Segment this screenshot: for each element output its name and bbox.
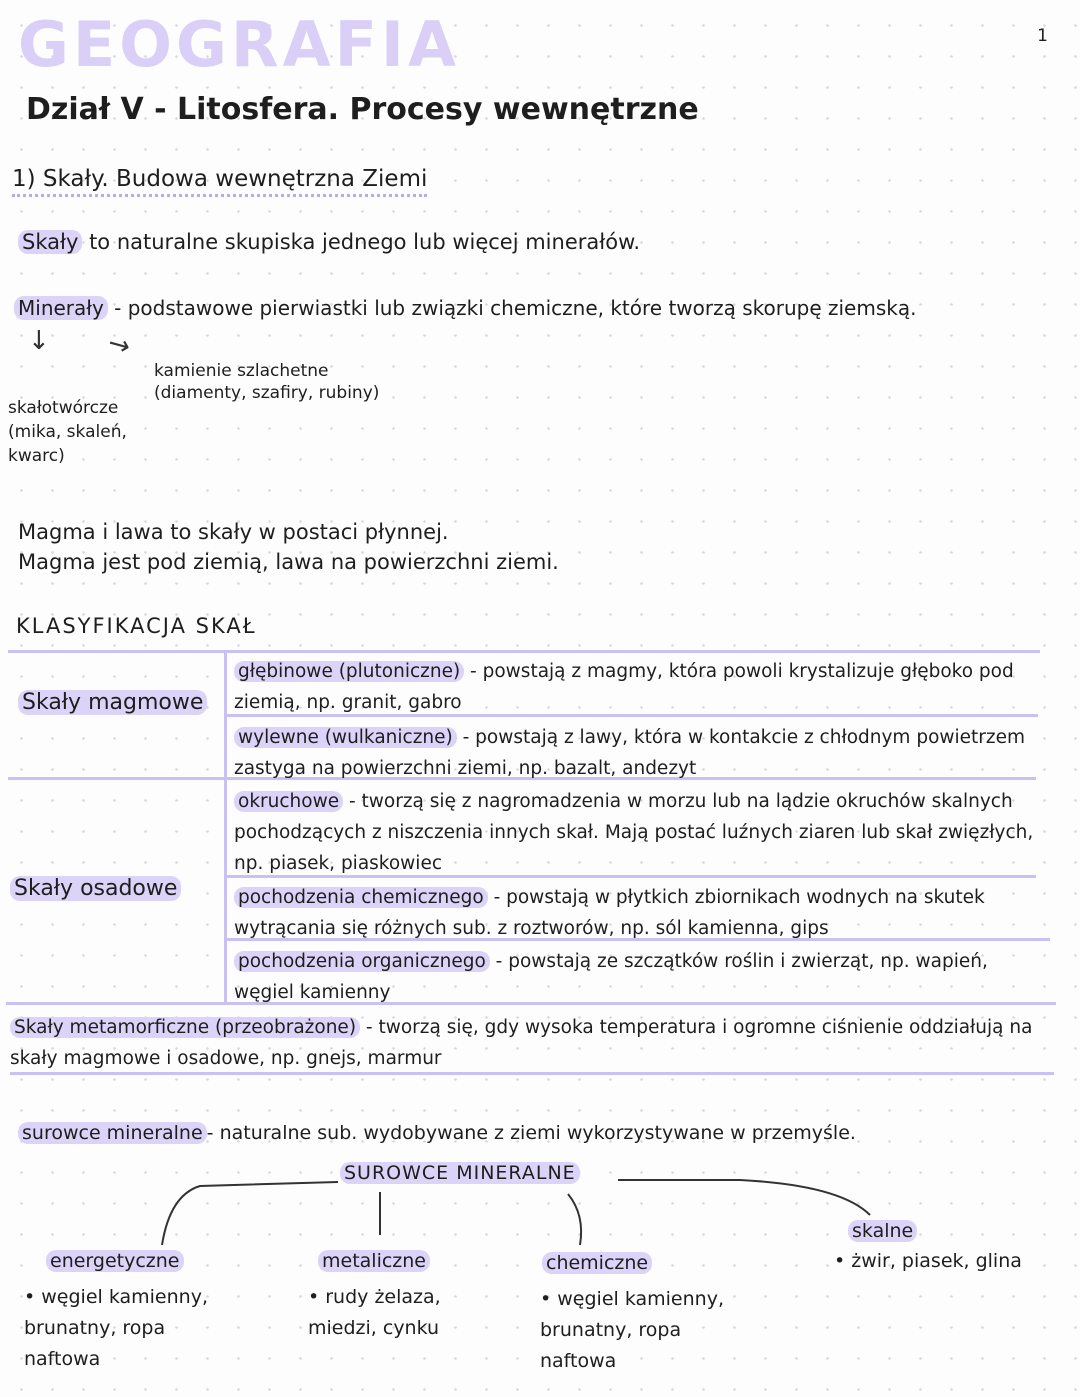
category-label: metaliczne (318, 1250, 430, 1272)
category-chemiczne (542, 1252, 652, 1274)
branch-left-title: skałotwórcze (8, 398, 119, 418)
row-text: - powstają ze szczątków roślin i zwierząt, np. wapień, węgiel kamienny (234, 951, 988, 1003)
surowce-def-text: - naturalne sub. wydobywane z ziemi wykorzystywane w przemyśle. (206, 1122, 856, 1144)
arrow-energetyczne-icon (162, 1182, 338, 1245)
mineraly-term: Minerały (14, 296, 108, 320)
row-term: głębinowe (plutoniczne) (234, 661, 464, 682)
row-term: wylewne (wulkaniczne) (234, 727, 457, 748)
row-text: - tworzą się, gdy wysoka temperatura i ogromne ciśnienie oddziałują na skały magmowe i osadowe, np. gnejs, marmur (10, 1017, 1033, 1069)
examples-text: rudy żelaza, miedzi, cynku (308, 1286, 441, 1339)
surowce-root-text: SUROWCE MINERALNE (340, 1162, 580, 1184)
category-examples: • węgiel kamienny, brunatny, ropa naftowa (24, 1286, 208, 1370)
classification-title: KLASYFIKACJA SKAŁ (16, 614, 257, 638)
row-text: - tworzą się z nagromadzenia w morzu lub na lądzie okruchów skalnych pochodzących z niszczenia innych skał. Mają postać luźnych ziaren lub skał zwięzłych, np. piasek, piaskowiec (234, 791, 1034, 874)
osadowe-label-text: Skały osadowe (10, 876, 181, 901)
branch-left-examples: (mika, skaleń, kwarc) (8, 422, 127, 466)
row-term: Skały metamorficzne (przeobrażone) (10, 1017, 360, 1038)
category-skalne (848, 1220, 917, 1242)
branch-right-examples: (diamenty, szafiry, rubiny) (154, 383, 380, 403)
row-term: pochodzenia chemicznego (234, 887, 488, 908)
examples-text: węgiel kamienny, brunatny, ropa naftowa (24, 1286, 208, 1370)
row-text: - powstają w płytkich zbiornikach wodnych na skutek wytrącania się różnych sub. z roztworów, np. sól kamienna, gips (234, 887, 985, 939)
category-label: chemiczne (542, 1252, 652, 1274)
arrow-right-icon: ↘ (101, 326, 136, 364)
row-text: - powstają z magmy, która powoli krystalizuje głęboko pod ziemią, np. granit, gabro (234, 661, 1014, 713)
category-examples: • rudy żelaza, miedzi, cynku (308, 1286, 441, 1339)
section-heading: 1) Skały. Budowa wewnętrzna Ziemi (12, 166, 427, 197)
row-term: pochodzenia organicznego (234, 951, 490, 972)
skaly-term: Skały (18, 230, 82, 254)
arrow-chemiczne-icon (568, 1194, 581, 1245)
examples-text: węgiel kamienny, brunatny, ropa naftowa (540, 1288, 724, 1372)
page-title: GEOGRAFIA (18, 8, 460, 81)
magmowe-label-text: Skały magmowe (18, 690, 207, 715)
skaly-def-text: to naturalne skupiska jednego lub więcej minerałów. (89, 230, 640, 254)
chapter-heading: Dział V - Litosfera. Procesy wewnętrzne (26, 92, 699, 127)
row-text: - powstają z lawy, która w kontakcie z chłodnym powietrzem zastyga na powierzchni ziemi, np. bazalt, andezyt (234, 727, 1026, 779)
magma-line-2: Magma jest pod ziemią, lawa na powierzchni ziemi. (18, 550, 559, 574)
category-label: energetyczne (46, 1250, 184, 1272)
category-metaliczne (318, 1250, 430, 1272)
row-term: okruchowe (234, 791, 343, 812)
page-number: 1 (1037, 26, 1048, 46)
magma-line-1: Magma i lawa to skały w postaci płynnej. (18, 520, 449, 544)
category-examples: • żwir, piasek, glina (834, 1250, 1022, 1272)
surowce-term: surowce mineralne (18, 1122, 207, 1144)
branch-right-title: kamienie szlachetne (154, 361, 329, 381)
arrow-skalne-icon (618, 1180, 870, 1215)
category-examples: • węgiel kamienny, brunatny, ropa naftowa (540, 1288, 724, 1372)
mineraly-def-text: - podstawowe pierwiastki lub związki chemiczne, które tworzą skorupę ziemską. (114, 296, 917, 320)
examples-text: żwir, piasek, glina (851, 1250, 1022, 1272)
category-label: skalne (848, 1220, 917, 1242)
arrow-down-icon: ↓ (28, 326, 50, 356)
category-energetyczne (46, 1250, 184, 1272)
